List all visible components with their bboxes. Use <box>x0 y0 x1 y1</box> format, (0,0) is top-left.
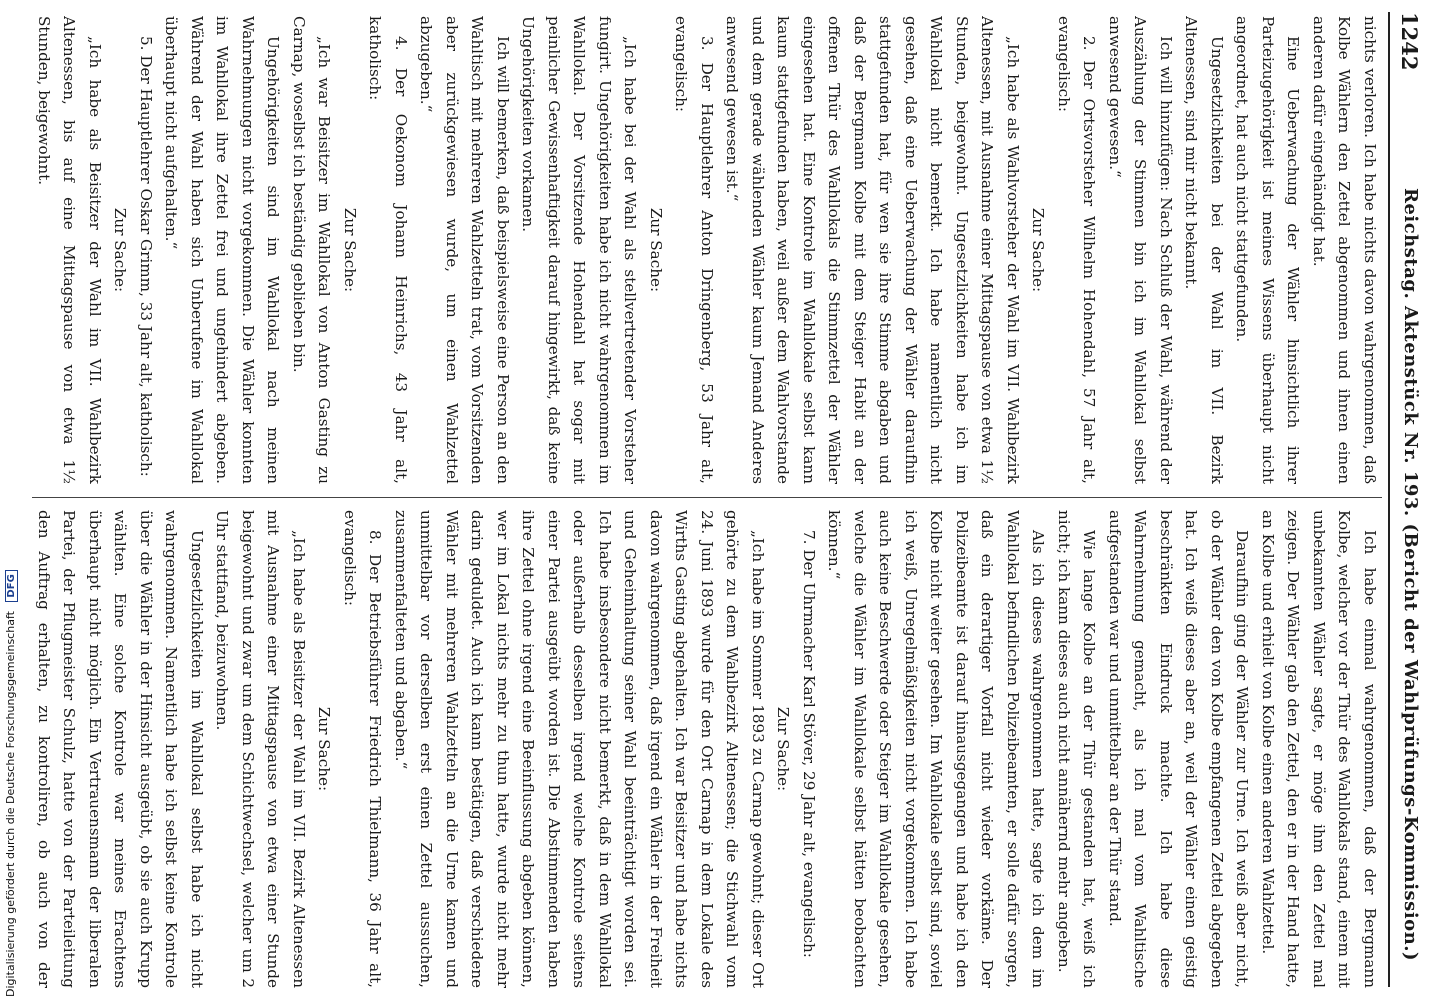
text-column-right <box>32 510 1382 988</box>
text-column-left <box>32 16 1382 484</box>
page-header <box>1388 12 1424 987</box>
paragraph: „Ich habe als Wahlvorsteher der Wahl im VII. Wahlbezirk Altenessen, mit Ausnahme einer Mittagspause von etwa 1½ Stunden, beigewohnt. Ungesetzlichkeiten habe ich im Wahllokal nicht bemerkt. Ich habe namentlich nicht gesehen, daß eine Ueberwachung der Wähler daraufhin stattgefunden hat, für wen sie ihre Stimme abgaben und daß der Bergmann Kolbe mit dem Steiger Habit an der offenen Thür des Wahllokals die Stimmzettel der Wähler eingesehen hat. Eine Kontrole im Wahllokale selbst kann kaum stattgefunden haben, weil außer dem Wahlvorstande und dem gerade wählenden Wähler kaum Jemand Anderes anwesend gewesen ist.“ <box>723 16 1022 484</box>
page-header-title: Reichstag. Aktenstück Nr. 193. (Bericht der Wahlprüfungs-Kommission.) <box>1400 187 1421 962</box>
column-divider <box>32 497 1382 498</box>
section-label: Zur Sache: <box>315 706 334 792</box>
paragraph: „Ich war Beisitzer im Wahllokal von Anton Gasting zu Carnap, woselbst ich beständig geblieben bin. <box>290 16 334 484</box>
section-label: Zur Sache: <box>647 207 665 293</box>
page-number: 1242 <box>1397 12 1422 71</box>
paragraph: 5. Der Hauptlehrer Oskar Grimm, 33 Jahr alt, katholisch: <box>137 36 155 477</box>
paragraph: Ich will bemerken, daß beispielsweise eine Person an den Wahltisch mit mehreren Wahlzetteln trat, vom Vorsitzenden aber zurückgewiesen wurde, um einen Wahlzettel abzugeben.“ <box>417 16 512 484</box>
paragraph: Eine Ueberwachung der Wähler hinsichtlich ihrer Parteizugehörigkeit ist meines Wissens überhaupt nicht angeordnet, hat auch nicht stattgefunden. <box>1233 16 1303 484</box>
paragraph: Ich habe einmal wahrgenommen, daß der Bergmann Kolbe, welcher vor der Thür des Wahllokals stand, einem mit unbekannten Wähler sagte, er möge ihm den Zettel mal zeigen. Der Wähler gab den Zettel, den er in der Hand hatte, an Kolbe und erhielt von Kolbe einen anderen Wahlzettel. <box>1259 510 1379 988</box>
section-label: Zur Sache: <box>111 207 130 293</box>
section-label: Zur Sache: <box>341 207 359 293</box>
paragraph: Wie lange Kolbe an der Thür gestanden hat, weiß ich nicht; ich kann dieses auch nicht annähernd mehr angeben. <box>1055 510 1099 988</box>
digitization-credit <box>4 570 18 997</box>
paragraph: 2. Der Ortsvorsteher Wilhelm Hohendahl, 57 Jahr alt, evangelisch: <box>1055 16 1099 484</box>
digitization-credit-text: Digitalisierung gefördert durch die Deutsche Forschungsgemeinschaft <box>4 611 17 997</box>
paragraph: „Ich habe als Beisitzer der Wahl im VII. Wahlbezirk Altenessen, bis auf eine Mittagspause von etwa 1½ Stunden, beigewohnt. <box>35 16 104 484</box>
paragraph: Ungehörigkeiten sind im Wahllokal nach meinen Wahrnehmungen nicht vorgekommen. Die Wähler konnten im Wahllokal ihre Zettel frei und ungehindert abgeben. Während der Wahl haben sich Unberufene im Wahllokal überhaupt nicht aufgehalten.“ <box>162 16 283 484</box>
section-label: Zur Sache: <box>774 706 793 792</box>
dfg-logo: DFG <box>5 570 18 601</box>
paragraph: Ungesetzlichkeiten bei der Wahl im VII. Bezirk Altenessen, sind mir nicht bekannt. <box>1182 16 1226 484</box>
paragraph: 7. Der Uhrmacher Karl Stöver, 29 Jahr alt, evangelisch: <box>800 530 818 958</box>
section-label: Zur Sache: <box>1029 207 1048 293</box>
paragraph: 8. Der Betriebsführer Friedrich Thielmann, 36 Jahr alt, evangelisch: <box>341 510 385 988</box>
paragraph: „Ich habe als Beisitzer der Wahl im VII. Bezirk Altenessen mit Ausnahme einer Mittagspause von etwa einer Stunde beigewohnt und zwar um dem Schichtwechsel, welcher um 2 Uhr stattfand, beizuwohnen. <box>213 510 308 988</box>
paragraph: Ungesetzlichkeiten im Wahllokal selbst habe ich nicht wahrgenommen. Namentlich habe ich selbst keine Kontrole über die Wähler in der Hinsicht ausgeübt, ob sie auch Krupp wählten. Eine solche Kontrole war meines Erachtens überhaupt nicht möglich. Ein Vertrauensmann der liberalen Partei, der Pflugmeister Schulz, hatte von der Parteileitung den Auftrag erhalten, zu kontroliren, ob auch von der <box>35 510 206 988</box>
paragraph: Als ich dieses wahrgenommen hatte, sagte ich dem im Wahllokal befindlichen Polizeibeamten, er solle dafür sorgen, daß ein derartiger Vorfall nicht wieder vorkäme. Der Polizeibeamte ist darauf hinausgegangen und habe ich den Kolbe nicht weiter gesehen. Im Wahllokale selbst sind, soviel ich weiß, Unregelmäßigkeiten nicht vorgekommen. Ich habe auch keine Beschwerde oder Steiger im Wahllokale gesehen, welche die Wähler im Wahllokale selbst hätten beobachten können.“ <box>825 510 1048 988</box>
paragraph: 4. Der Oekonom Johann Heinrichs, 43 Jahr alt, katholisch: <box>366 16 410 484</box>
paragraph: nichts verloren. Ich habe nichts davon wahrgenommen, daß Kolbe Wählern den Zettel abgenommen und ihnen einen anderen dafür eingehändigt hat. <box>1310 16 1379 484</box>
paragraph: „Ich habe im Sommer 1893 zu Carnap gewohnt; dieser Ort gehörte zu dem Wahlbezirk Altenessen; die Stichwahl vom 24. Juni 1893 wurde für den Ort Carnap in dem Lokale des Wirths Gasting abgehalten. Ich war Beisitzer und habe nichts davon wahrgenommen, daß irgend ein Wähler in der Freiheit und Geheimhaltung seiner Wahl beeinträchtigt worden sei. Ich habe insbesondere nicht bemerkt, daß in dem Wahllokal oder außerhalb desselben irgend welche Kontrole seitens einer Partei ausgeübt worden ist. Die Abstimmenden haben ihre Zettel ohne irgend eine Beeinflussung abgeben können, wer im Lokal nichts mehr zu thun hatte, wurde nicht mehr darin geduldet. Auch ich kann bestätigen, daß verschiedene Wähler mit mehreren Wahlzetteln an die Urne kamen und unmittelbar vor derselben erst einen Zettel aussuchen, zusammenfalteten und abgaben.“ <box>392 510 767 988</box>
paragraph: „Ich habe bei der Wahl als stellvertretender Vorsteher fungirt. Ungehörigkeiten habe ich nicht wahrgenommen im Wahllokal. Der Vorsitzende Hohendahl hat sogar mit peinlicher Gewissenhaftigkeit darauf hingewirkt, daß keine Ungehörigkeiten vorkamen. <box>519 16 640 484</box>
paragraph: Daraufhin ging der Wähler zur Urne. Ich weiß aber nicht, ob der Wähler den von Kolbe empfangenen Zettel abgegeben hat. Ich weiß dieses aber an, weil der Wähler einen geistig beschränkten Eindruck machte. Ich habe diese Wahrnehmung gemacht, als ich mal vom Wahltische aufgestanden war und unmittelbar an der Thür stand. <box>1106 510 1252 988</box>
paragraph: 3. Der Hauptlehrer Anton Dringenberg, 53 Jahr alt, evangelisch: <box>672 16 716 484</box>
paragraph: Ich will hinzufügen: Nach Schluß der Wahl, während der Auszählung der Stimmen bin ich im Wahllokal selbst anwesend gewesen.“ <box>1106 16 1175 484</box>
